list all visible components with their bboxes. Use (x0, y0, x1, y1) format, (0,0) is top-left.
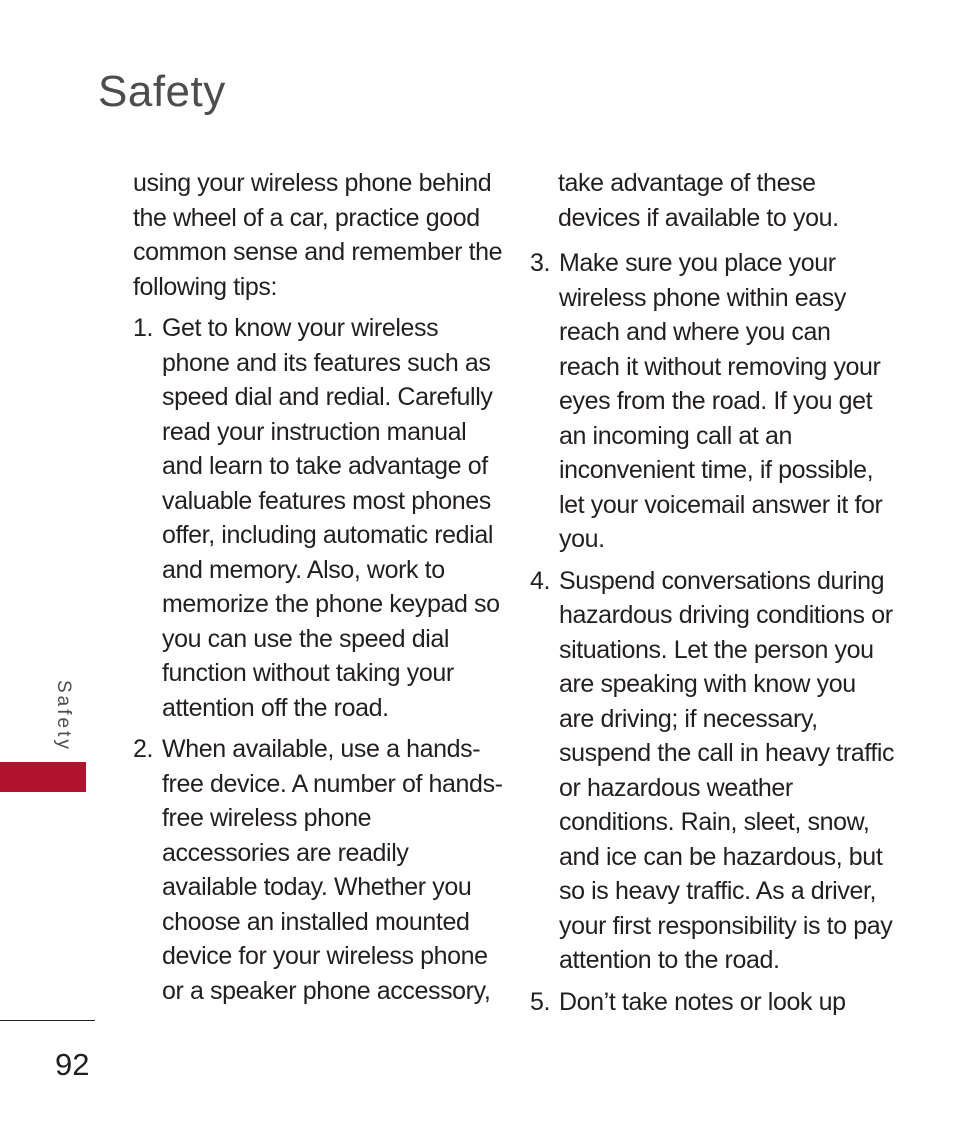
list-item-number: 3. (530, 249, 551, 277)
list-item-number: 4. (530, 566, 551, 595)
list-item (530, 564, 895, 978)
page-title: Safety (98, 67, 226, 116)
list-item (133, 311, 503, 725)
continuation-paragraph: take advantage of these devices if available to you. (558, 169, 839, 232)
list-item-number: 2. (133, 735, 154, 763)
list-item-text: Suspend conversations during hazardous driving conditions or situations. Let the person you are speaking with know you are driving; if necessary, suspend the call in heavy traffic or hazardous weather conditions. Rain, sleet, snow, and ice can be hazardous, but so is heavy traffic. As a driver, your first responsibility is to pay attention to the road. (559, 566, 895, 974)
list-item (133, 732, 503, 1008)
intro-paragraph: using your wireless phone behind the wheel of a car, practice good common sense and remember the following tips: (133, 169, 503, 301)
side-tab-label: Safety (53, 680, 74, 752)
list-item-number: 1. (133, 314, 154, 342)
list-item-text: Make sure you place your wireless phone within easy reach and where you can reach it without removing your eyes from the road. If you get an incoming call at an inconvenient time, if possible, let your voicemail answer it for you. (559, 249, 883, 553)
page-number: 92 (55, 1047, 90, 1082)
right-column (530, 166, 895, 1026)
list-item-text: Get to know your wireless phone and its features such as speed dial and redial. Carefully read your instruction manual and learn to take advantage of valuable features most phones offer, including automatic redial and memory. Also, work to memorize the phone keypad so you can use the speed dial function without taking your attention off the road. (162, 314, 500, 722)
list-item-text: When available, use a hands-free device. A number of hands-free wireless phone accessories are readily available today. Whether you choose an installed mounted device for your wireless phone or a speaker phone accessory, (162, 735, 503, 1005)
list-item-number: 5. (530, 987, 551, 1016)
footer-divider (0, 1020, 95, 1021)
list-item (530, 246, 895, 557)
list-item (530, 985, 895, 1020)
left-column (133, 166, 503, 1015)
list-item-text: Don’t take notes or look up (559, 987, 846, 1016)
side-tab-marker (0, 762, 86, 792)
